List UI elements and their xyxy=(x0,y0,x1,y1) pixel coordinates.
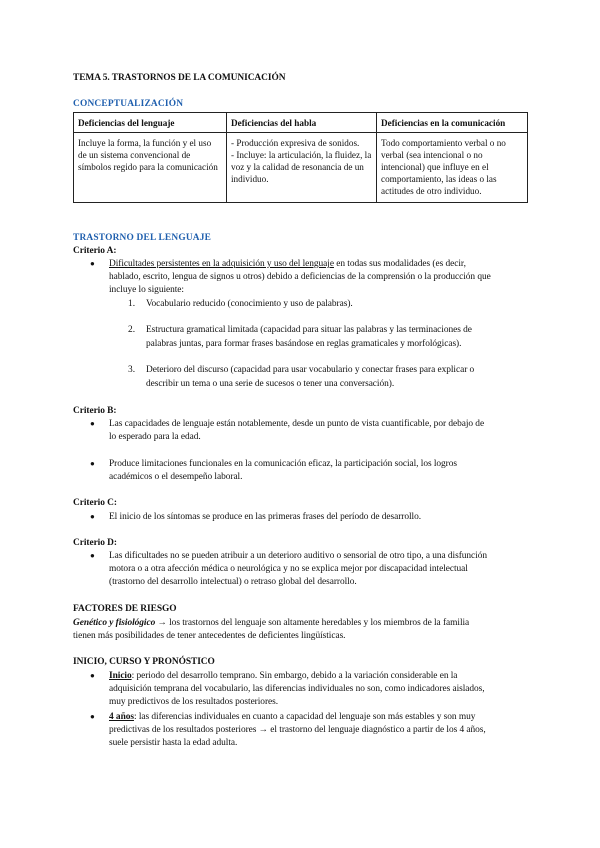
criterio-a-label: Criterio A: xyxy=(73,246,117,256)
inicio-text-line3: muy predictivos de los resultados posteriores. xyxy=(109,697,279,707)
list-item: describir un tema o una serie de sucesos o tener una conversación). xyxy=(146,379,395,389)
criterio-a-text-line3: incluye lo siguiente: xyxy=(109,285,184,295)
criterio-c-text: El inicio de los síntomas se produce en las primeras frases del período de desarrollo. xyxy=(109,512,422,522)
criterio-c-label: Criterio C: xyxy=(73,498,117,508)
list-item: Vocabulario reducido (conocimiento y uso de palabras). xyxy=(146,299,353,309)
criterio-a-text-rest: en todas sus modalidades (es decir, xyxy=(333,259,466,269)
page-title: TEMA 5. TRASTORNOS DE LA COMUNICACIÓN xyxy=(73,73,286,83)
list-item-number: 1. xyxy=(128,299,136,309)
section-heading-trastorno: TRASTORNO DEL LENGUAJE xyxy=(73,233,212,243)
riesgo-text-line1 xyxy=(73,617,469,629)
criterio-d-text: Las dificultades no se pueden atribuir a un deterioro auditivo o sensorial de otro tipo, a una disfunción xyxy=(109,551,487,561)
riesgo-text-rest: → los trastornos del lenguaje son altamente heredables y los miembros de la familia xyxy=(155,618,470,628)
criterio-d-text: (trastorno del desarrollo intelectual) o retraso global del desarrollo. xyxy=(109,577,357,587)
criterio-a-text-line1 xyxy=(109,258,466,270)
list-item: palabras juntas, para formar frases basándose en reglas gramaticales y morfológicas). xyxy=(146,339,462,349)
bullet-icon: ● xyxy=(90,512,95,521)
table-header-cell: Deficiencias en la comunicación xyxy=(377,113,528,133)
table-row xyxy=(74,133,528,202)
section-heading-riesgo: FACTORES DE RIESGO xyxy=(73,604,177,614)
table-header-cell: Deficiencias del habla xyxy=(227,113,377,133)
riesgo-text-line2: tienen más posibilidades de tener antecedentes de deficientes lingüísticas. xyxy=(73,631,346,641)
concept-table xyxy=(73,112,528,203)
criterio-a-underlined: Dificultades persistentes en la adquisición y uso del lenguaje xyxy=(109,259,334,269)
bullet-icon: ● xyxy=(90,419,95,428)
bullet-icon: ● xyxy=(90,712,95,721)
criterio-a-text-line2: hablado, escrito, lengua de signos u otros) debido a deficiencias de la comprensión o la producción que xyxy=(109,272,491,282)
criterio-b-label: Criterio B: xyxy=(73,406,117,416)
table-header-row xyxy=(74,113,528,133)
bullet-icon: ● xyxy=(90,459,95,468)
list-item: Deterioro del discurso (capacidad para usar vocabulario y conectar frases para explicar o xyxy=(146,365,475,375)
cuatro-anos-text-line3: suele persistir hasta la edad adulta. xyxy=(109,738,238,748)
section-heading-conceptualizacion: CONCEPTUALIZACIÓN xyxy=(73,99,184,109)
criterio-b-text: Produce limitaciones funcionales en la comunicación eficaz, la participación social, los logros xyxy=(109,459,457,469)
cuatro-anos-text-rest: : las diferencias individuales en cuanto a capacidad del lenguaje son más estables y son muy xyxy=(133,712,476,722)
inicio-text-rest: : periodo del desarrollo temprano. Sin embargo, debido a la variación considerable en la xyxy=(131,671,458,681)
cuatro-anos-text-line1 xyxy=(109,711,475,723)
cuatro-anos-label: 4 años xyxy=(109,712,134,722)
inicio-text-line1 xyxy=(109,670,457,682)
criterio-b-text: académicos o el desempeño laboral. xyxy=(109,472,243,482)
list-item-number: 2. xyxy=(128,325,136,335)
cuatro-anos-text-line2: predictivas de los resultados posteriores → el trastorno del lenguaje diagnóstico a partir de los 4 años, xyxy=(109,725,486,735)
criterio-d-text: motora o a otra afección médica o neurológica y no se explica mejor por discapacidad intelectual xyxy=(109,564,468,574)
table-header-cell: Deficiencias del lenguaje xyxy=(74,113,227,133)
list-item-number: 3. xyxy=(128,365,136,375)
criterio-b-text: Las capacidades de lenguaje están notablemente, desde un punto de vista cuantificable, por debajo de xyxy=(109,419,485,429)
criterio-b-text: lo esperado para la edad. xyxy=(109,432,201,442)
table-cell: - Producción expresiva de sonidos. - Incluye: la articulación, la fluidez, la voz y la calidad de resonancia de un individuo. xyxy=(227,133,377,202)
bullet-icon: ● xyxy=(90,551,95,560)
section-heading-inicio: INICIO, CURSO Y PRONÓSTICO xyxy=(73,657,215,667)
list-item: Estructura gramatical limitada (capacidad para situar las palabras y las terminaciones de xyxy=(146,325,472,335)
table-cell: Incluye la forma, la función y el uso de un sistema convencional de símbolos regido para la comunicación xyxy=(74,133,227,202)
inicio-label: Inicio xyxy=(109,671,132,681)
riesgo-label: Genético y fisiológico xyxy=(73,618,156,628)
bullet-icon: ● xyxy=(90,259,95,268)
criterio-d-label: Criterio D: xyxy=(73,538,117,548)
bullet-icon: ● xyxy=(90,671,95,680)
inicio-text-line2: adquisición temprana del vocabulario, las diferencias individuales no son, como indicadores aislados, xyxy=(109,684,485,694)
table-cell: Todo comportamiento verbal o no verbal (sea intencional o no intencional) que influye en el comportamiento, las ideas o las actitudes de otro individuo. xyxy=(377,133,528,202)
